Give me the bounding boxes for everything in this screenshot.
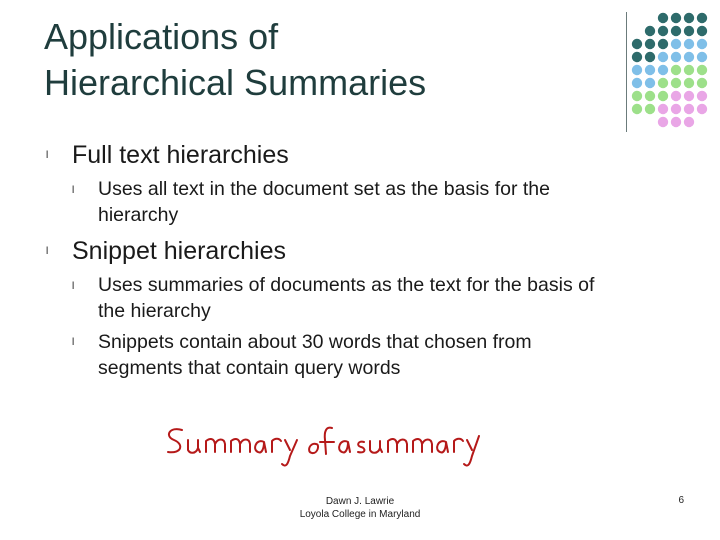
decorative-dot [684,104,694,114]
decorative-dot [671,52,681,62]
decorative-dot [645,26,655,36]
sub-bullet-icon: l [72,281,75,292]
decorative-dot [697,104,707,114]
decorative-dot [632,39,642,49]
decorative-dot [684,39,694,49]
decorative-dot [697,91,707,101]
decorative-dot [658,91,668,101]
decorative-dot [671,104,681,114]
decorative-dot [658,117,668,127]
bullet-full-text-hierarchies: Full text hierarchies [72,141,289,169]
decorative-dot [645,104,655,114]
bullet-icon: l [46,150,49,161]
decorative-dot [697,39,707,49]
decorative-dot [645,39,655,49]
decorative-dot [697,65,707,75]
decorative-dot [632,104,642,114]
sub-bullet-line: Uses summaries of documents as the text for the basis of [98,274,595,296]
footer-credit [270,495,450,521]
decorative-dot [697,52,707,62]
decorative-dot [645,52,655,62]
decorative-dot [645,78,655,88]
slide-title [44,14,604,106]
sub-bullet-full-text-1 [98,176,678,228]
decorative-dot [684,65,694,75]
decorative-dot [658,104,668,114]
sub-bullet-icon: l [72,185,75,196]
decorative-dot [684,117,694,127]
decorative-dot [658,78,668,88]
decorative-dot [684,52,694,62]
decorative-dot [671,117,681,127]
handwritten-annotation [160,414,500,474]
decorative-dot [697,13,707,23]
decorative-dot [671,91,681,101]
decorative-dot [671,13,681,23]
decorative-dot [658,65,668,75]
sub-bullet-icon: l [72,337,75,348]
sub-bullet-line: Uses all text in the document set as the basis for the [98,178,550,200]
decorative-dot [697,78,707,88]
footer-institution: Loyola College in Maryland [299,509,421,520]
decorative-dot [658,26,668,36]
bullet-snippet-hierarchies: Snippet hierarchies [72,237,287,265]
decorative-dot [632,65,642,75]
decorative-dot [632,52,642,62]
decorative-dot [658,39,668,49]
decorative-dot [645,65,655,75]
decorative-dot [697,26,707,36]
decorative-dot [658,52,668,62]
decorative-dot [684,78,694,88]
decorative-dot [632,91,642,101]
decorative-dot [671,65,681,75]
decorative-dot [684,13,694,23]
decorative-dot [658,13,668,23]
decorative-dot [671,26,681,36]
sub-bullet-line: the hierarchy [98,300,211,322]
decorative-dot [671,78,681,88]
bullet-icon: l [46,246,49,257]
decorative-vertical-rule [626,12,627,132]
decorative-dot [671,39,681,49]
sub-bullet-snippet-2 [98,329,678,381]
sub-bullet-line: segments that contain query words [98,357,401,379]
decorative-dot [645,91,655,101]
slide-title-line-2: Hierarchical Summaries [44,62,427,103]
decorative-dot [632,78,642,88]
slide-title-line-1: Applications of [44,16,279,57]
sub-bullet-line: Snippets contain about 30 words that chosen from [98,331,532,353]
decorative-dot [684,91,694,101]
page-number: 6 [678,495,684,506]
footer-author: Dawn J. Lawrie [325,496,395,507]
sub-bullet-snippet-1 [98,272,678,324]
sub-bullet-line: hierarchy [98,204,179,226]
decorative-dot [684,26,694,36]
